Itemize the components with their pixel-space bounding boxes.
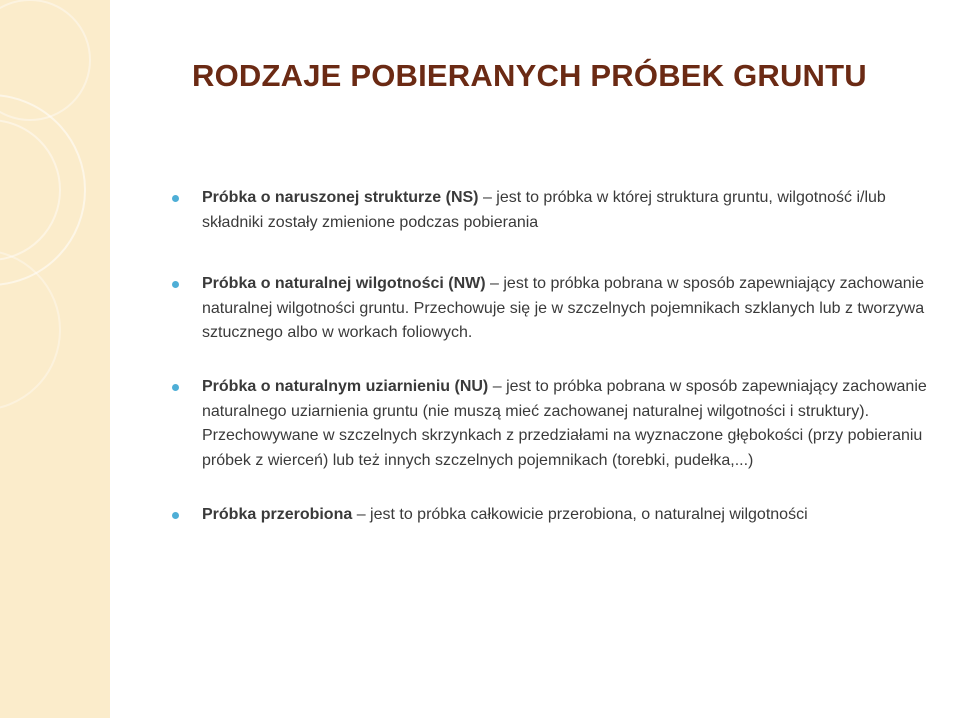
list-item (172, 272, 932, 346)
list-item (172, 503, 932, 528)
list-item-dash: – (352, 506, 371, 523)
decorative-side-band (0, 0, 110, 718)
list-item-text (202, 375, 932, 473)
list-item-dash: – (478, 189, 497, 206)
list-item-description: jest to próbka pobrana w sposób zapewniający zachowanie naturalnej wilgotności gruntu. Przechowuje się je w szczelnych pojemnikach szklanych lub z tworzywa sztucznego albo w workach foliowych. (202, 275, 925, 341)
list-item-description: jest to próbka w której struktura gruntu, wilgotność i/lub składniki zostały zmienione podczas pobierania (202, 189, 886, 231)
bullet-dot-icon (172, 512, 179, 519)
list-item-description: jest to próbka całkowicie przerobiona, o naturalnej wilgotności (370, 506, 808, 523)
list-item-text (202, 186, 932, 235)
list-item (172, 375, 932, 473)
list-item (172, 186, 932, 235)
bullet-dot-icon (172, 281, 179, 288)
list-item-term: Próbka o naturalnym uziarnieniu (NU) (202, 378, 489, 395)
list-item-dash: – (485, 275, 504, 292)
bullet-dot-icon (172, 195, 179, 202)
slide-title: RODZAJE POBIERANYCH PRÓBEK GRUNTU (192, 58, 867, 93)
decorative-arcs (0, 0, 110, 718)
list-item-dash: – (488, 378, 507, 395)
bullet-dot-icon (172, 384, 179, 391)
list-item-description: jest to próbka pobrana w sposób zapewniający zachowanie naturalnego uziarnienia gruntu (nie muszą mieć zachowanej naturalnej wilgotności i struktury). Przechowywane w szczelnych skrzynkach z przedziałami na wyznaczone głębokości (przy pobieraniu próbek z wierceń) lub też innych szczelnych pojemnikach (torebki, pudełka,...) (202, 378, 927, 469)
list-item-term: Próbka o naturalnej wilgotności (NW) (202, 275, 486, 292)
list-item-term: Próbka o naruszonej strukturze (NS) (202, 189, 479, 206)
list-item-text (202, 272, 932, 346)
list-item-term: Próbka przerobiona (202, 506, 353, 523)
list-item-text (202, 503, 932, 528)
